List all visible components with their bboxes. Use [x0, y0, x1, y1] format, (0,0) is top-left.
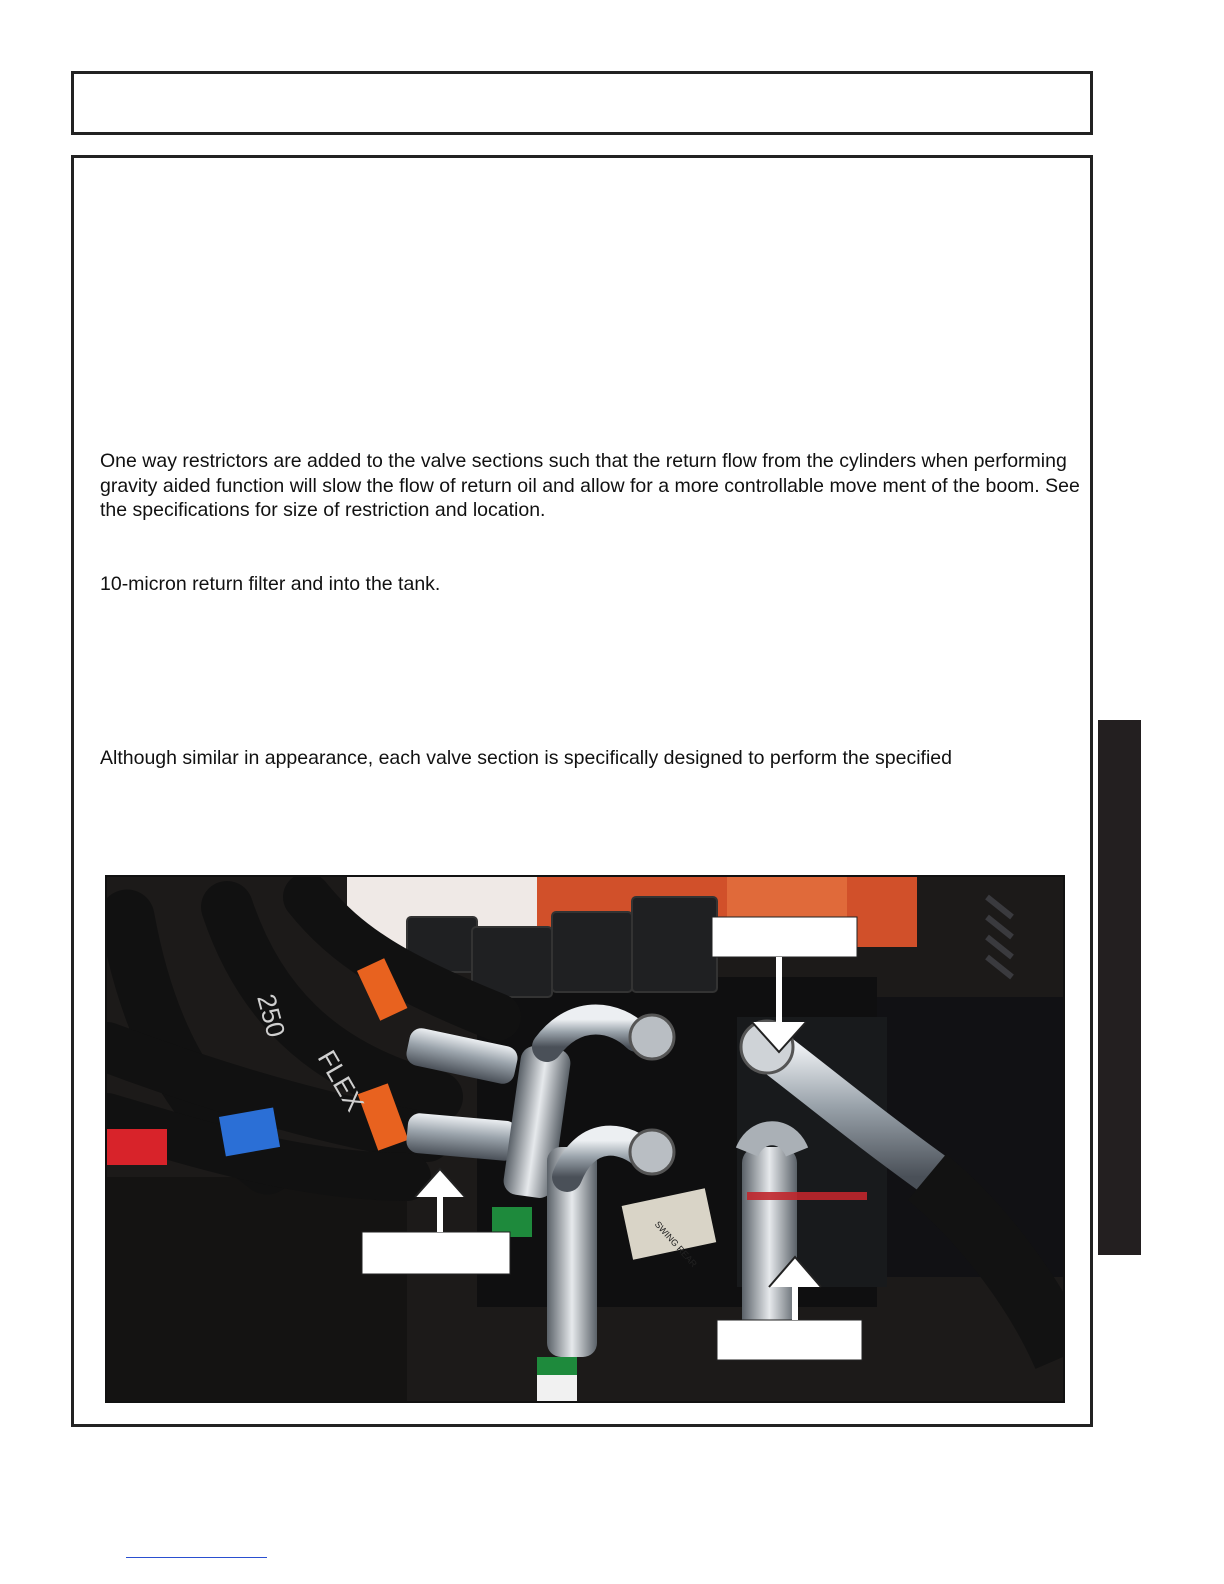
hose-print-2: FLEX: [311, 1045, 371, 1117]
paragraph-restrictors: One way restrictors are added to the valve sections such that the return flow from the cylinders when performing gravity aided function will slow the flow of return oil and allow for a more controllable move ment of the boom. See the specifications for size of restriction and location.: [100, 450, 1080, 521]
paragraph-return-filter: 10-micron return filter and into the tank.: [100, 573, 441, 595]
svg-text:SWING REAR: SWING REAR: [652, 1219, 699, 1270]
header-box: [71, 71, 1093, 135]
footer-link-underline[interactable]: [126, 1557, 267, 1558]
paragraph-valve-sections: Although similar in appearance, each valve section is specifically designed to perform the specified: [100, 747, 952, 769]
section-tab: [1098, 720, 1141, 1255]
valve-photo: [105, 875, 1065, 1403]
hose-print-1: 250: [251, 990, 292, 1041]
